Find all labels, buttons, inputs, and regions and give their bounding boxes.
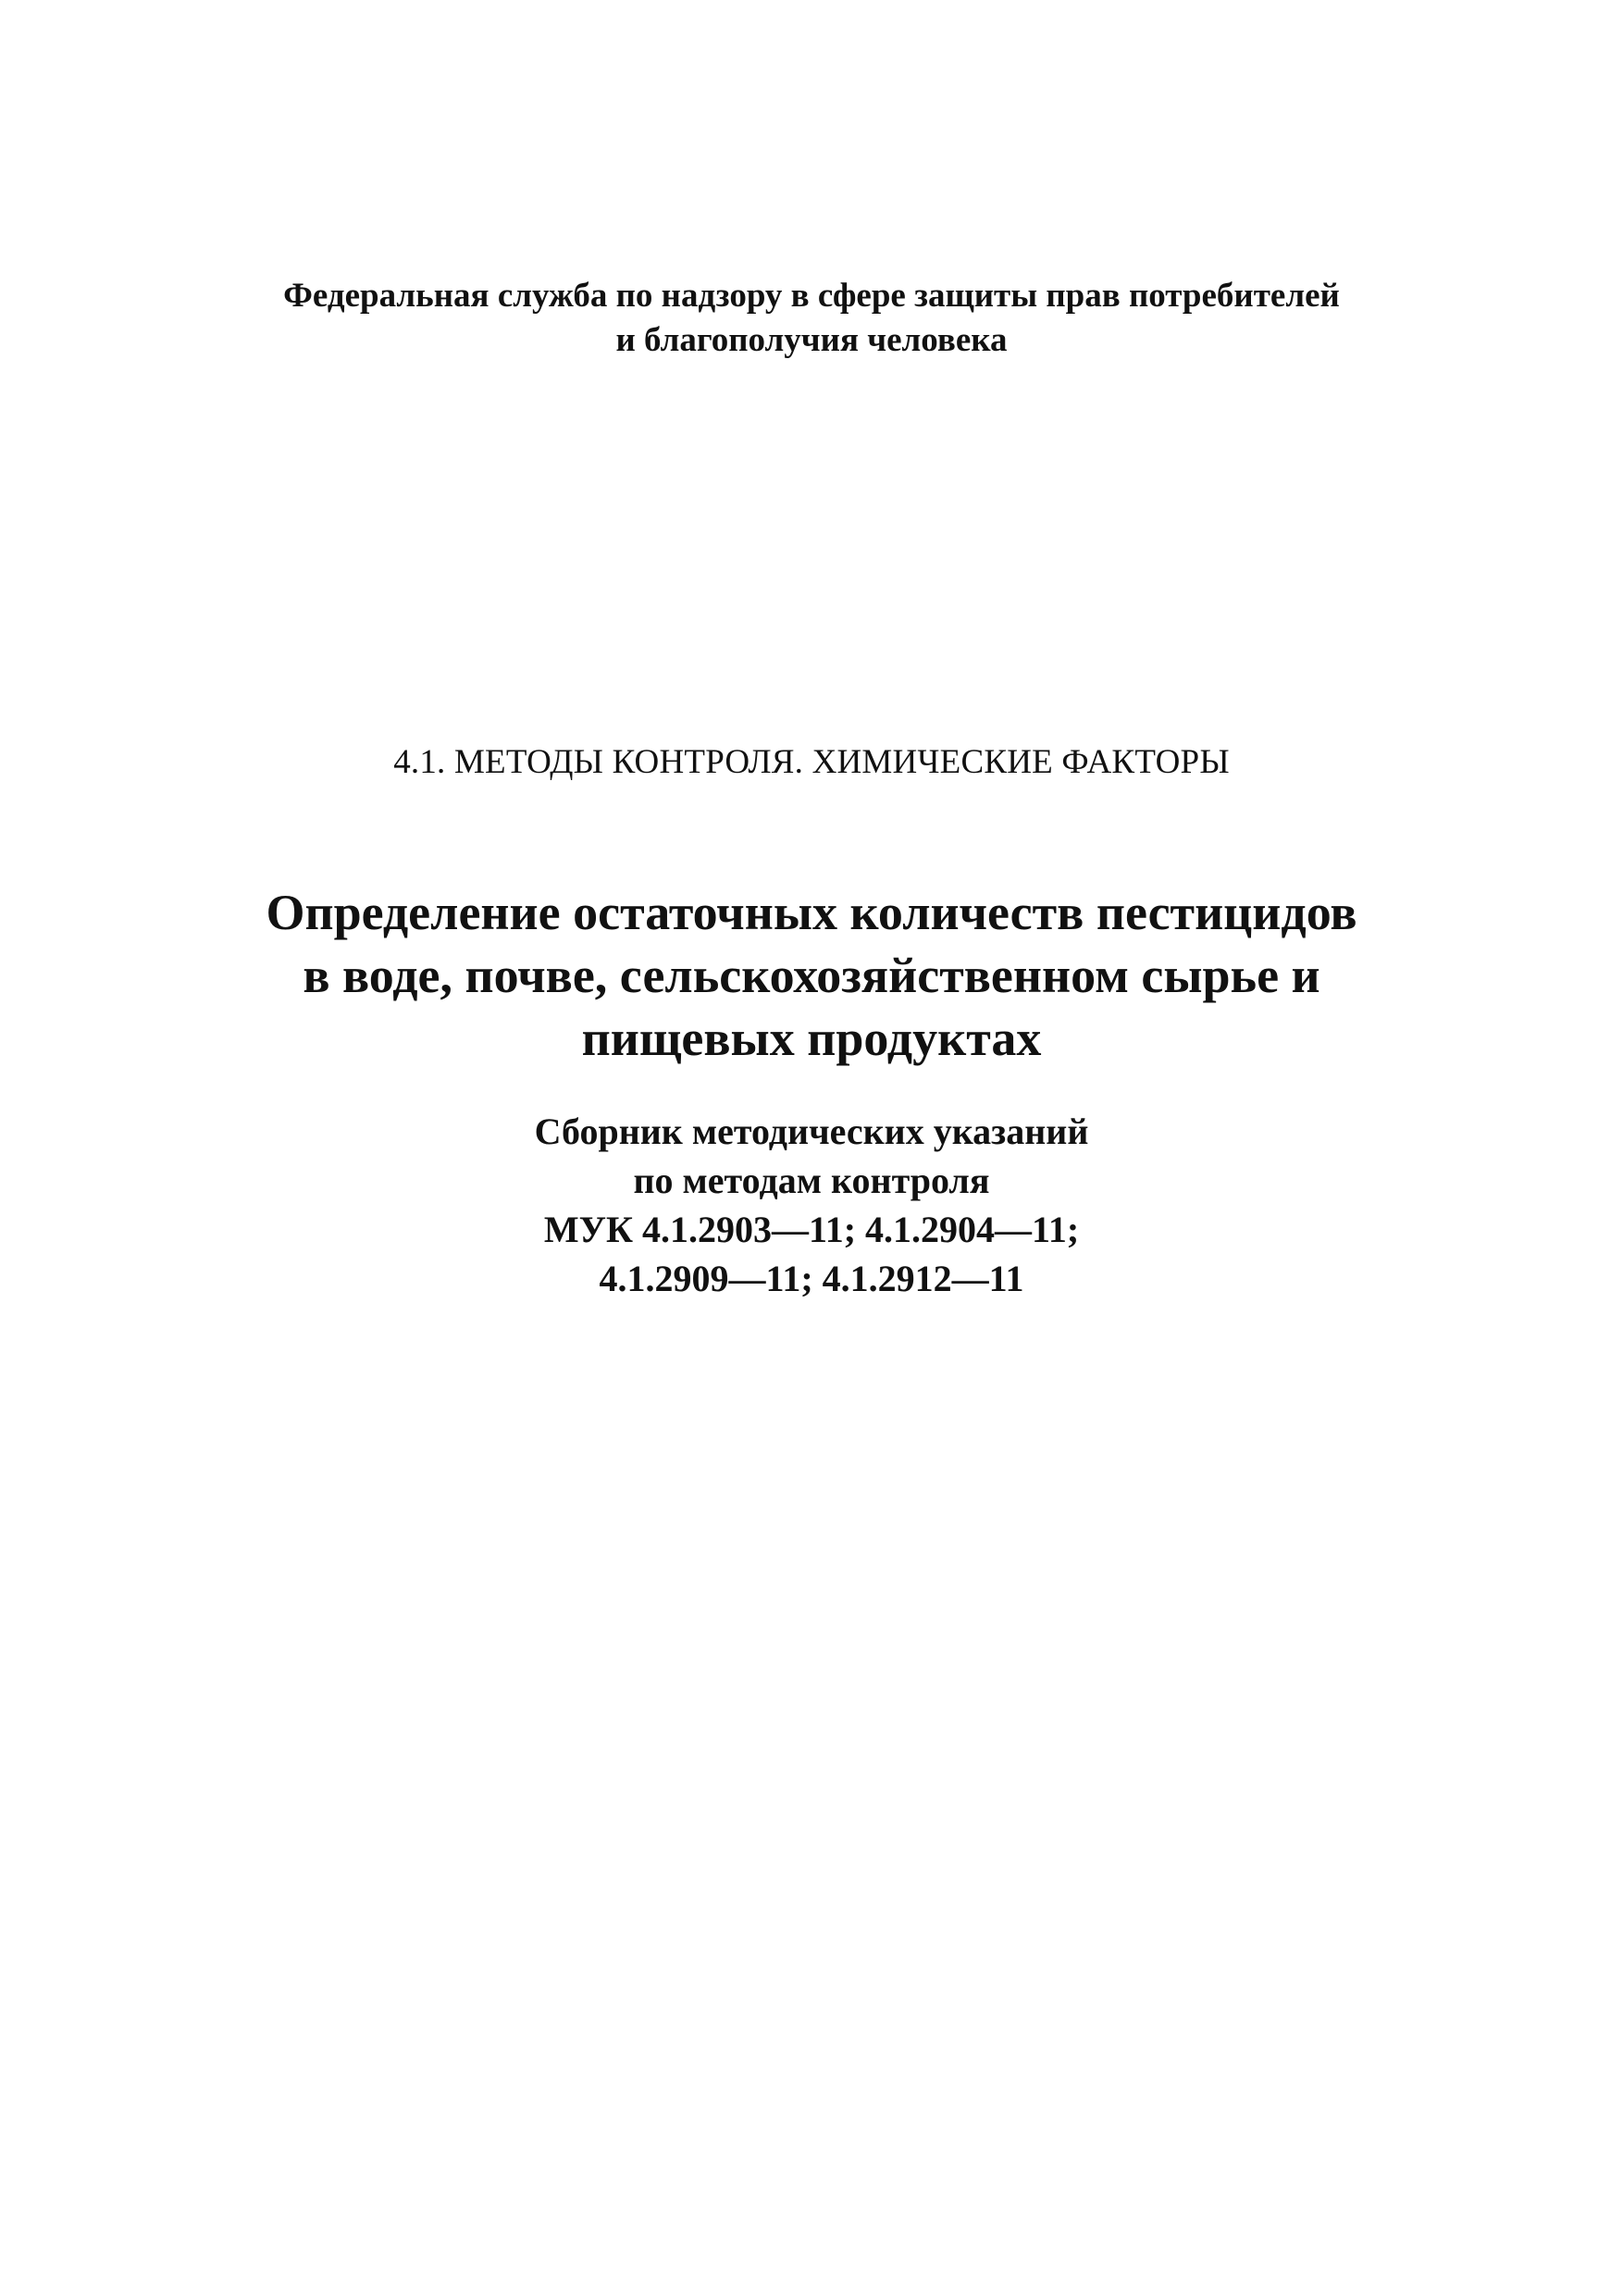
- document-title: [0, 881, 1623, 1070]
- subtitle-line-3: МУК 4.1.2903—11; 4.1.2904—11;: [543, 1209, 1080, 1250]
- document-subtitle: [0, 1107, 1623, 1303]
- document-title-line-1: Определение остаточных количеств пестицидов: [266, 885, 1357, 940]
- subtitle-line-1: Сборник методических указаний: [534, 1111, 1089, 1152]
- subtitle-line-4: 4.1.2909—11; 4.1.2912—11: [599, 1258, 1024, 1299]
- agency-name: [0, 274, 1623, 363]
- document-title-line-3: пищевых продуктах: [581, 1011, 1042, 1066]
- section-label: 4.1. МЕТОДЫ КОНТРОЛЯ. ХИМИЧЕСКИЕ ФАКТОРЫ: [393, 743, 1230, 781]
- section-heading: [0, 740, 1623, 785]
- agency-name-line-2: и благополучия человека: [615, 321, 1008, 359]
- agency-name-line-1: Федеральная служба по надзору в сфере защиты прав потребителей: [283, 277, 1340, 315]
- subtitle-line-2: по методам контроля: [633, 1160, 990, 1201]
- document-title-line-2: в воде, почве, сельскохозяйственном сырье и: [303, 948, 1320, 1003]
